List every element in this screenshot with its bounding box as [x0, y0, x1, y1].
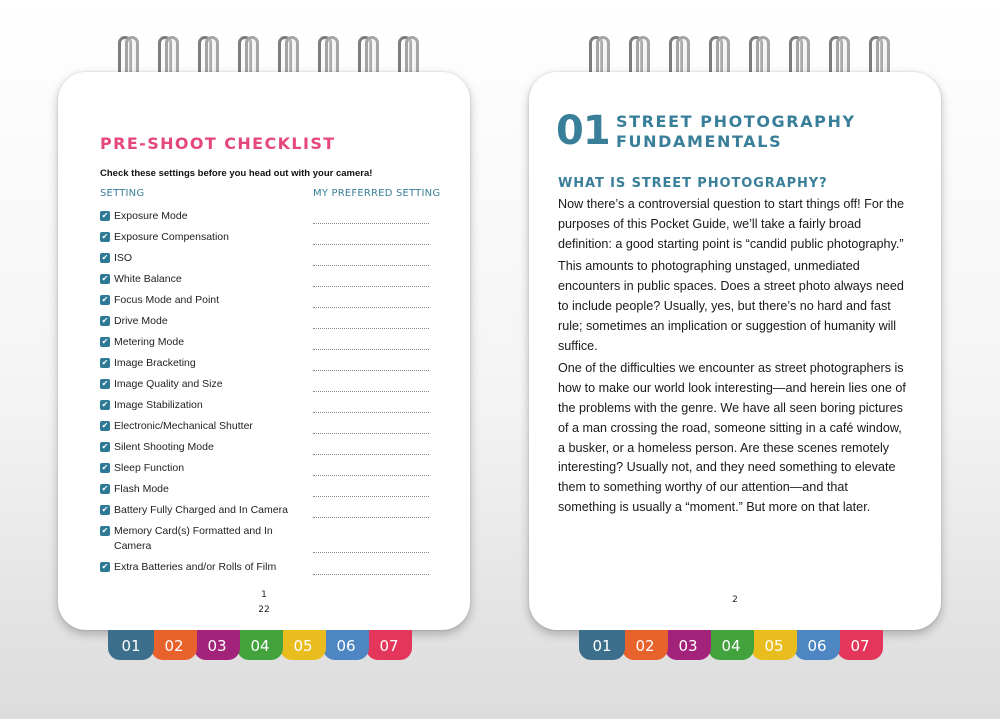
checklist-item-label: Flash Mode [114, 483, 169, 495]
checklist [100, 209, 430, 581]
section-heading: WHAT IS STREET PHOTOGRAPHY? [558, 176, 828, 191]
preferred-setting-field[interactable] [313, 475, 429, 476]
checklist-item [100, 524, 430, 560]
checkbox-checked-icon[interactable]: ✔ [101, 337, 109, 346]
section-tab-05[interactable]: 05 [280, 630, 326, 660]
checklist-page [58, 72, 470, 630]
preferred-setting-field[interactable] [313, 307, 429, 308]
checklist-item-label: Memory Card(s) Formatted and In Camera [114, 525, 273, 552]
preferred-setting-field[interactable] [313, 517, 429, 518]
checklist-item-label: Focus Mode and Point [114, 294, 220, 306]
preferred-setting-field[interactable] [313, 433, 429, 434]
checklist-item [100, 230, 430, 251]
paragraph: One of the difficulties we encounter as street photographers is how to make our world look interesting—and herein lies one of the problems with the genre. We have all seen boring pictures of a man crossing the road, someone sitting in a café window, a busker, or a homeless person. Are these scenes remotely interesting? Usually not, and they need something to elevate them to something worthy of our attention—and that something is usually a “moment.” But more on that later. [558, 361, 906, 514]
section-tab-01[interactable]: 01 [108, 630, 154, 660]
section-tab-06[interactable]: 06 [794, 630, 840, 660]
checklist-item-label: White Balance [114, 273, 182, 285]
checklist-item-label: Silent Shooting Mode [114, 441, 214, 453]
checklist-item-label: Image Stabilization [114, 399, 203, 411]
checkbox-checked-icon[interactable]: ✔ [101, 232, 109, 241]
page-number: 2 [732, 595, 738, 605]
checklist-item [100, 251, 430, 272]
section-tab-03[interactable]: 03 [665, 630, 711, 660]
checkbox-checked-icon[interactable]: ✔ [101, 463, 109, 472]
section-tabs-right [579, 630, 880, 660]
section-tab-01[interactable]: 01 [579, 630, 625, 660]
section-tab-02[interactable]: 02 [622, 630, 668, 660]
body-text [558, 195, 908, 521]
checklist-item [100, 440, 430, 461]
section-tab-06[interactable]: 06 [323, 630, 369, 660]
preferred-setting-field[interactable] [313, 223, 429, 224]
checklist-item [100, 482, 430, 503]
checklist-item [100, 461, 430, 482]
section-tab-07[interactable]: 07 [366, 630, 412, 660]
column-header-preferred-setting: MY PREFERRED SETTING [313, 188, 441, 199]
checklist-item-label: Electronic/Mechanical Shutter [114, 420, 253, 432]
preferred-setting-field[interactable] [313, 412, 429, 413]
checklist-intro: Check these settings before you head out with your camera! [100, 168, 373, 179]
checklist-item-label: Image Bracketing [114, 357, 196, 369]
column-header-setting: SETTING [100, 188, 145, 199]
preferred-setting-field[interactable] [313, 265, 429, 266]
preferred-setting-field[interactable] [313, 552, 429, 553]
section-tab-05[interactable]: 05 [751, 630, 797, 660]
checklist-item [100, 419, 430, 440]
section-tabs-left [108, 630, 409, 660]
preferred-setting-field[interactable] [313, 244, 429, 245]
preferred-setting-field[interactable] [313, 454, 429, 455]
chapter-title: STREET PHOTOGRAPHY FUNDAMENTALS [616, 112, 856, 151]
checkbox-checked-icon[interactable]: ✔ [101, 562, 109, 571]
checkbox-checked-icon[interactable]: ✔ [101, 295, 109, 304]
checklist-item [100, 209, 430, 230]
preferred-setting-field[interactable] [313, 328, 429, 329]
page-number-secondary: 22 [258, 605, 270, 615]
checkbox-checked-icon[interactable]: ✔ [101, 400, 109, 409]
section-tab-02[interactable]: 02 [151, 630, 197, 660]
checklist-item-label: Battery Fully Charged and In Camera [114, 504, 288, 516]
chapter-number: 01 [556, 108, 610, 154]
preferred-setting-field[interactable] [313, 349, 429, 350]
checklist-title: PRE-SHOOT CHECKLIST [100, 134, 336, 153]
checkbox-checked-icon[interactable]: ✔ [101, 484, 109, 493]
checklist-item [100, 398, 430, 419]
checklist-item-label: Image Quality and Size [114, 378, 223, 390]
section-tab-03[interactable]: 03 [194, 630, 240, 660]
checkbox-checked-icon[interactable]: ✔ [101, 211, 109, 220]
checklist-item [100, 293, 430, 314]
checklist-item-label: Exposure Compensation [114, 231, 229, 243]
section-tab-04[interactable]: 04 [237, 630, 283, 660]
checklist-item-label: Extra Batteries and/or Rolls of Film [114, 561, 277, 573]
checkbox-checked-icon[interactable]: ✔ [101, 526, 109, 535]
checklist-item-label: Sleep Function [114, 462, 185, 474]
checklist-item [100, 272, 430, 293]
preferred-setting-field[interactable] [313, 286, 429, 287]
checklist-item-label: Metering Mode [114, 336, 185, 348]
page-number: 1 [261, 590, 267, 600]
section-tab-04[interactable]: 04 [708, 630, 754, 660]
section-tab-07[interactable]: 07 [837, 630, 883, 660]
checklist-item-label: Drive Mode [114, 315, 168, 327]
checkbox-checked-icon[interactable]: ✔ [101, 505, 109, 514]
preferred-setting-field[interactable] [313, 496, 429, 497]
checklist-item [100, 356, 430, 377]
preferred-setting-field[interactable] [313, 391, 429, 392]
checkbox-checked-icon[interactable]: ✔ [101, 379, 109, 388]
checkbox-checked-icon[interactable]: ✔ [101, 442, 109, 451]
checklist-item-label: ISO [114, 252, 133, 264]
checkbox-checked-icon[interactable]: ✔ [101, 253, 109, 262]
preferred-setting-field[interactable] [313, 370, 429, 371]
checkbox-checked-icon[interactable]: ✔ [101, 274, 109, 283]
checkbox-checked-icon[interactable]: ✔ [101, 358, 109, 367]
preferred-setting-field[interactable] [313, 574, 429, 575]
checkbox-checked-icon[interactable]: ✔ [101, 316, 109, 325]
checklist-item [100, 335, 430, 356]
checklist-item [100, 377, 430, 398]
checklist-item [100, 560, 430, 581]
checklist-item [100, 314, 430, 335]
paragraph: This amounts to photographing unstaged, unmediated encounters in public spaces. Does a street photo always need to include people? Usually, yes, but there’s no hard and fast rule; sometimes an implication or suggestion of humanity will suffice. [558, 259, 904, 353]
checklist-item-label: Exposure Mode [114, 210, 188, 222]
checklist-item [100, 503, 430, 524]
chapter-page [529, 72, 941, 630]
checkbox-checked-icon[interactable]: ✔ [101, 421, 109, 430]
paragraph: Now there’s a controversial question to start things off! For the purposes of this Pocket Guide, we’ll take a fairly broad definition: a good starting point is “candid public photography.” [558, 197, 905, 251]
